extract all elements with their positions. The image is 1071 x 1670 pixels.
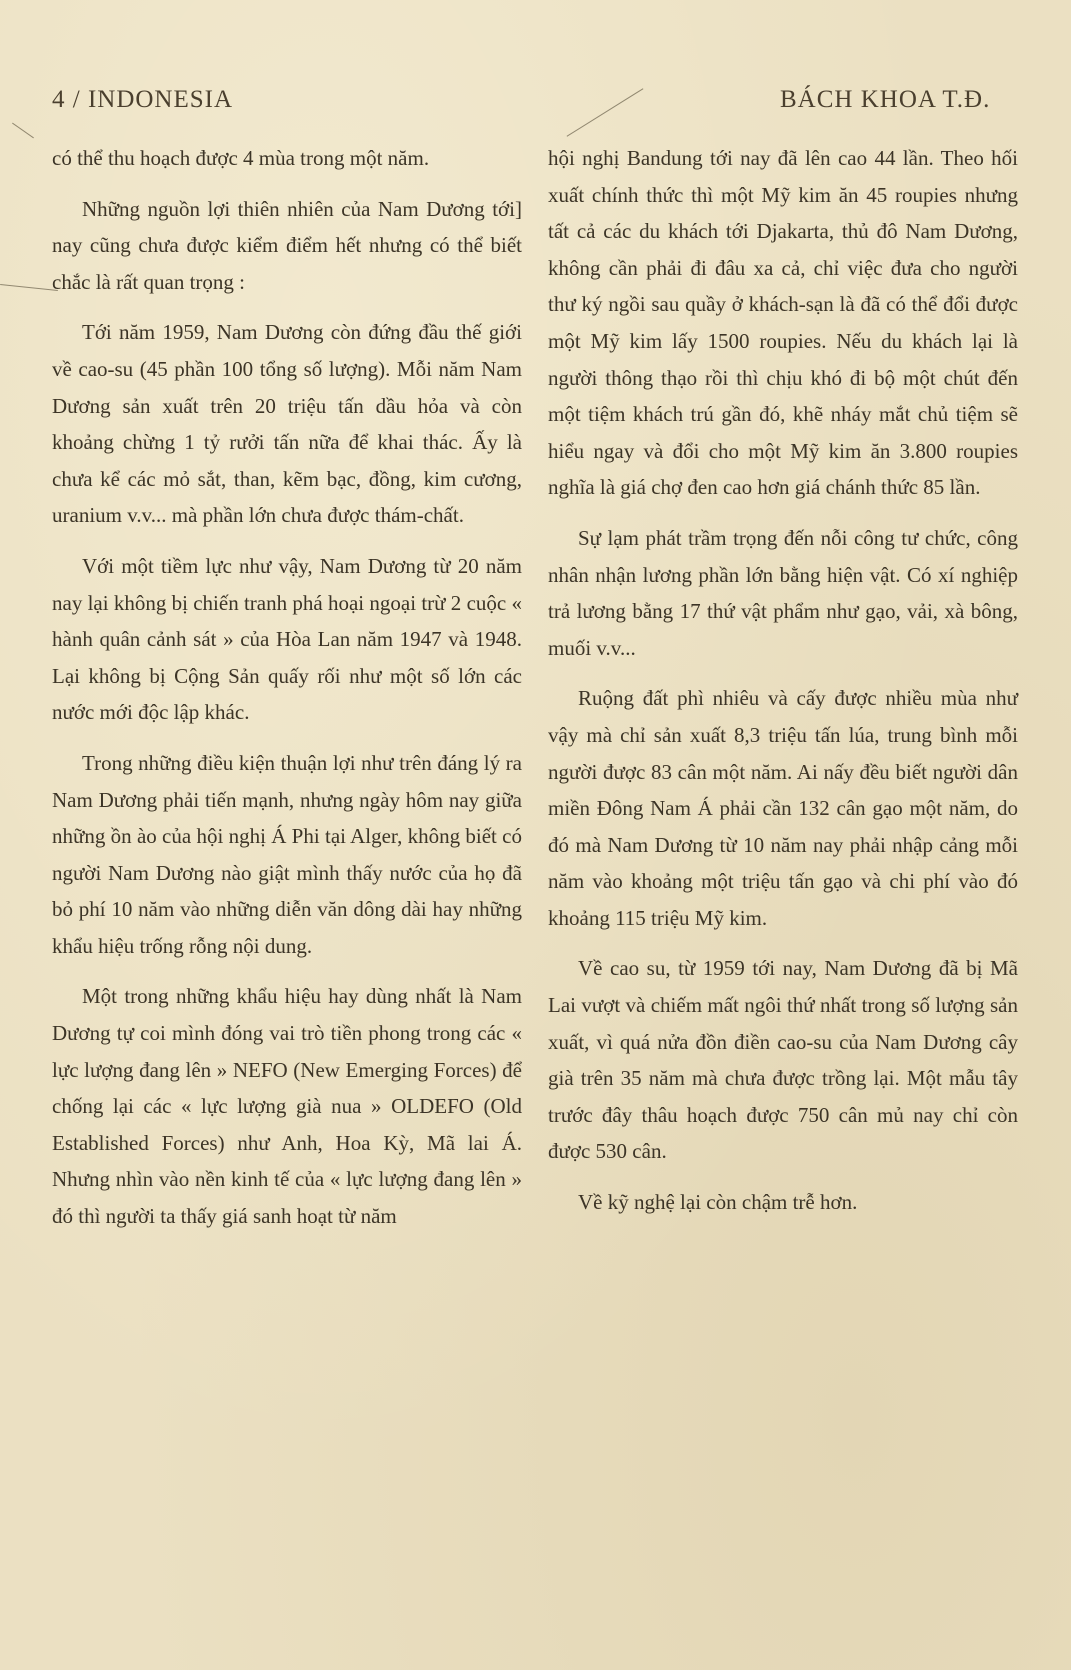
paragraph: Về cao su, từ 1959 tới nay, Nam Dương đã bị Mã Lai vượt và chiếm mất ngôi thứ nhất trong số lượng sản xuất, vì quá nửa đồn điền cao-su của Nam Dương cây già trên 35 năm mà chưa được trồng lại. Một mẫu tây trước đây thâu hoạch được 750 cân mủ nay chỉ còn được 530 cân. — [548, 956, 1018, 1164]
paragraph: Trong những điều kiện thuận lợi như trên đáng lý ra Nam Dương phải tiến mạnh, nhưng ngày hôm nay giữa những ồn ào của hội nghị Á Phi tại Alger, không biết có người Nam Dương nào giật mình thấy nước của họ đã bỏ phí 10 năm vào những diễn văn dông dài hay những khẩu hiệu trống rỗng nội dung. — [52, 750, 522, 958]
paragraph: Sự lạm phát trầm trọng đến nỗi công tư chức, công nhân nhận lương phần lớn bằng hiện vật. Có xí nghiệp trả lương bằng 17 thứ vật phẩm như gạo, vải, xà bông, muối v.v... — [548, 525, 1018, 660]
right-column — [548, 140, 1018, 1235]
running-head-right: BÁCH KHOA T.Đ. — [780, 86, 991, 113]
page-mark — [567, 88, 644, 137]
paragraph: hội nghị Bandung tới nay đã lên cao 44 lần. Theo hối xuất chính thức thì một Mỹ kim ăn 45 roupies nhưng tất cả các du khách tới Djakarta, thủ đô Nam Dương, không cần phải đi đâu xa cả, chỉ việc đưa cho người thư ký ngồi sau quầy ở khách-sạn là đã có thể đổi được một Mỹ kim lấy 1500 roupies. Nếu du khách lại là người thông thạo rồi thì chịu khó đi bộ một chút đến một tiệm khách trú gần đó, khẽ nháy mắt chủ tiệm sẽ hiểu ngay và đổi cho một Mỹ kim ăn 3.800 roupies nghĩa là giá chợ đen cao hơn giá chánh thức 85 lần. — [548, 146, 1018, 500]
paragraph: Những nguồn lợi thiên nhiên của Nam Dương tới] nay cũng chưa được kiểm điểm hết nhưng có thể biết chắc là rất quan trọng : — [52, 196, 522, 294]
paragraph: Tới năm 1959, Nam Dương còn đứng đầu thế giới về cao-su (45 phần 100 tổng số lượng). Mỗi năm Nam Dương sản xuất trên 20 triệu tấn dầu hỏa và còn khoảng chừng 1 tỷ rưởi tấn nữa để khai thác. Ấy là chưa kể các mỏ sắt, than, kẽm bạc, đồng, kim cương, uranium v.v... mà phần lớn chưa được thám-chất. — [52, 320, 522, 528]
paragraph: Về kỹ nghệ lại còn chậm trễ hơn. — [578, 1190, 858, 1215]
paragraph: Một trong những khẩu hiệu hay dùng nhất là Nam Dương tự coi mình đóng vai trò tiền phong trong các « lực lượng đang lên » NEFO (New Emerging Forces) để chống lại các « lực lượng già nua » OLDEFO (Old Established Forces) như Anh, Hoa Kỳ, Mã lai Á. Nhưng nhìn vào nền kinh tế của « lực lượng đang lên » đó thì người ta thấy giá sanh hoạt từ năm — [52, 984, 522, 1229]
page-mark — [0, 284, 58, 291]
paragraph: Với một tiềm lực như vậy, Nam Dương từ 20 năm nay lại không bị chiến tranh phá hoại ngoại trừ 2 cuộc « hành quân cảnh sát » của Hòa Lan năm 1947 và 1948. Lại không bị Cộng Sản quấy rối như một số lớn các nước mới độc lập khác. — [52, 553, 522, 725]
paragraph: Ruộng đất phì nhiêu và cấy được nhiều mùa như vậy mà chỉ sản xuất 8,3 triệu tấn lúa, trung bình mỗi người được 83 cân một năm. Ai nấy đều biết người dân miền Đông Nam Á phải cần 132 cân gạo một năm, do đó mà Nam Dương từ 10 năm nay phải nhập cảng mỗi năm vào khoảng một triệu tấn gạo và chi phí vào đó khoảng 115 triệu Mỹ kim. — [548, 686, 1018, 930]
running-head-left: 4 / INDONESIA — [52, 86, 234, 113]
page-mark — [12, 123, 34, 139]
paragraph: có thể thu hoạch được 4 mùa trong một năm. — [52, 146, 430, 170]
left-column — [52, 140, 522, 1249]
